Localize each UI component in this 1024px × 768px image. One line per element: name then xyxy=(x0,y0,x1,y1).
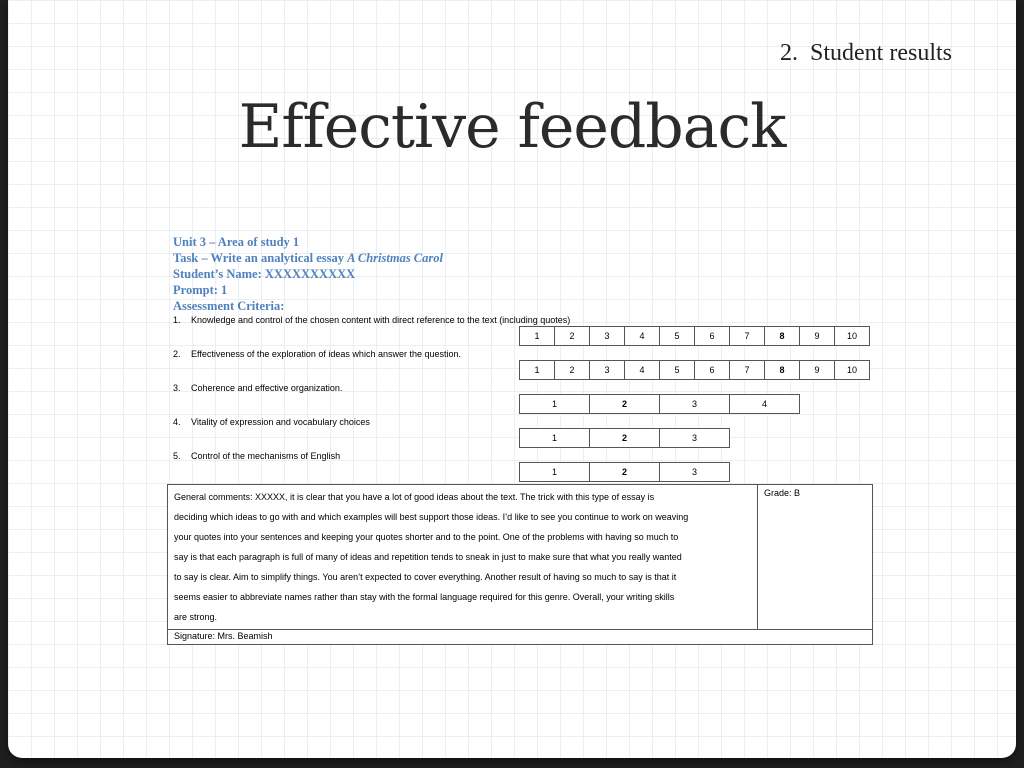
comment-line: General comments: XXXXX, it is clear that you have a lot of good ideas about the text. The trick with this type of essay is xyxy=(174,492,655,502)
unit-line: Unit 3 – Area of study 1 xyxy=(173,235,300,249)
section-label xyxy=(780,40,952,67)
scale-cell: 1 xyxy=(520,361,555,380)
criterion-label xyxy=(173,314,570,326)
criterion-label xyxy=(173,348,461,360)
scale-cell: 6 xyxy=(695,327,730,346)
scale-cell: 4 xyxy=(625,327,660,346)
scale-cell: 2 xyxy=(590,463,660,482)
section-number: 2. xyxy=(780,40,798,66)
comment-line: to say is clear. Aim to simplify things. You aren’t expected to cover everything. Another result of having so much to say is that it xyxy=(174,572,677,582)
scale-cell: 10 xyxy=(835,327,870,346)
scale-cell: 7 xyxy=(730,361,765,380)
scale-cell: 2 xyxy=(555,327,590,346)
criteria-heading: Assessment Criteria: xyxy=(173,299,285,313)
criterion-text: Effectiveness of the exploration of ideas which answer the question. xyxy=(191,349,461,359)
student-name: Student’s Name: XXXXXXXXXX xyxy=(173,267,356,281)
criterion-label xyxy=(173,450,340,462)
criterion-text: Knowledge and control of the chosen content with direct reference to the text (including quotes) xyxy=(191,315,571,325)
criterion-number: 3. xyxy=(173,383,181,393)
slide-title: Effective feedback xyxy=(238,92,786,162)
scale-cell: 7 xyxy=(730,327,765,346)
scale-cell: 8 xyxy=(765,361,800,380)
comment-line: say is that each paragraph is full of many of ideas and repetition tends to sneak in just to make sure that what you really wanted xyxy=(174,552,682,562)
comment-line: are strong. xyxy=(174,612,218,622)
scale-cell: 3 xyxy=(660,429,730,448)
criterion-2 xyxy=(165,348,873,382)
criterion-text: Control of the mechanisms of English xyxy=(191,451,341,461)
task-prefix: Task – Write an analytical essay xyxy=(173,251,348,265)
scale-cell: 3 xyxy=(660,463,730,482)
comment-line: deciding which ideas to go with and which examples will best support those ideas. I’d like to see you continue to work on weaving xyxy=(174,512,689,522)
criterion-number: 4. xyxy=(173,417,181,427)
grade-cell: Grade: B xyxy=(758,485,873,630)
criterion-3 xyxy=(165,382,873,416)
signature: Signature: Mrs. Beamish xyxy=(168,630,873,645)
criterion-label xyxy=(173,416,370,428)
scale-cell: 2 xyxy=(590,395,660,414)
task-line xyxy=(173,250,873,266)
scale-cell: 3 xyxy=(590,327,625,346)
criteria-list xyxy=(165,314,873,484)
scale-cell: 1 xyxy=(520,429,590,448)
scale-cell: 9 xyxy=(800,361,835,380)
comment-line: your quotes into your sentences and keeping your quotes shorter and to the point. One of the problems with having so much to xyxy=(174,532,679,542)
prompt-line: Prompt: 1 xyxy=(173,283,228,297)
rating-scale xyxy=(519,428,730,448)
scale-cell: 1 xyxy=(520,395,590,414)
comment-line: seems easier to abbreviate names rather than stay with the formal language required for this genre. Overall, your writing skills xyxy=(174,592,675,602)
task-book-title: A Christmas Carol xyxy=(347,251,443,265)
general-comments xyxy=(168,485,758,630)
scale-cell: 2 xyxy=(590,429,660,448)
criterion-number: 5. xyxy=(173,451,181,461)
scale-cell: 1 xyxy=(520,327,555,346)
scale-cell: 1 xyxy=(520,463,590,482)
criterion-text: Vitality of expression and vocabulary choices xyxy=(191,417,370,427)
comments-table xyxy=(167,484,873,645)
scale-cell: 4 xyxy=(625,361,660,380)
rating-scale xyxy=(519,394,800,414)
scale-cell: 9 xyxy=(800,327,835,346)
scale-cell: 8 xyxy=(765,327,800,346)
rating-scale xyxy=(519,326,870,346)
scale-cell: 5 xyxy=(660,361,695,380)
scale-cell: 5 xyxy=(660,327,695,346)
scale-cell: 4 xyxy=(730,395,800,414)
criterion-5 xyxy=(165,450,873,484)
criterion-4 xyxy=(165,416,873,450)
scale-cell: 10 xyxy=(835,361,870,380)
criterion-1 xyxy=(165,314,873,348)
criterion-label xyxy=(173,382,342,394)
criterion-text: Coherence and effective organization. xyxy=(191,383,343,393)
scale-cell: 2 xyxy=(555,361,590,380)
rating-scale xyxy=(519,360,870,380)
rating-scale xyxy=(519,462,730,482)
scale-cell: 6 xyxy=(695,361,730,380)
section-title: Student results xyxy=(810,40,952,66)
scale-cell: 3 xyxy=(660,395,730,414)
criterion-number: 2. xyxy=(173,349,181,359)
criterion-number: 1. xyxy=(173,315,181,325)
feedback-document xyxy=(165,234,873,641)
slide xyxy=(8,0,1016,758)
scale-cell: 3 xyxy=(590,361,625,380)
